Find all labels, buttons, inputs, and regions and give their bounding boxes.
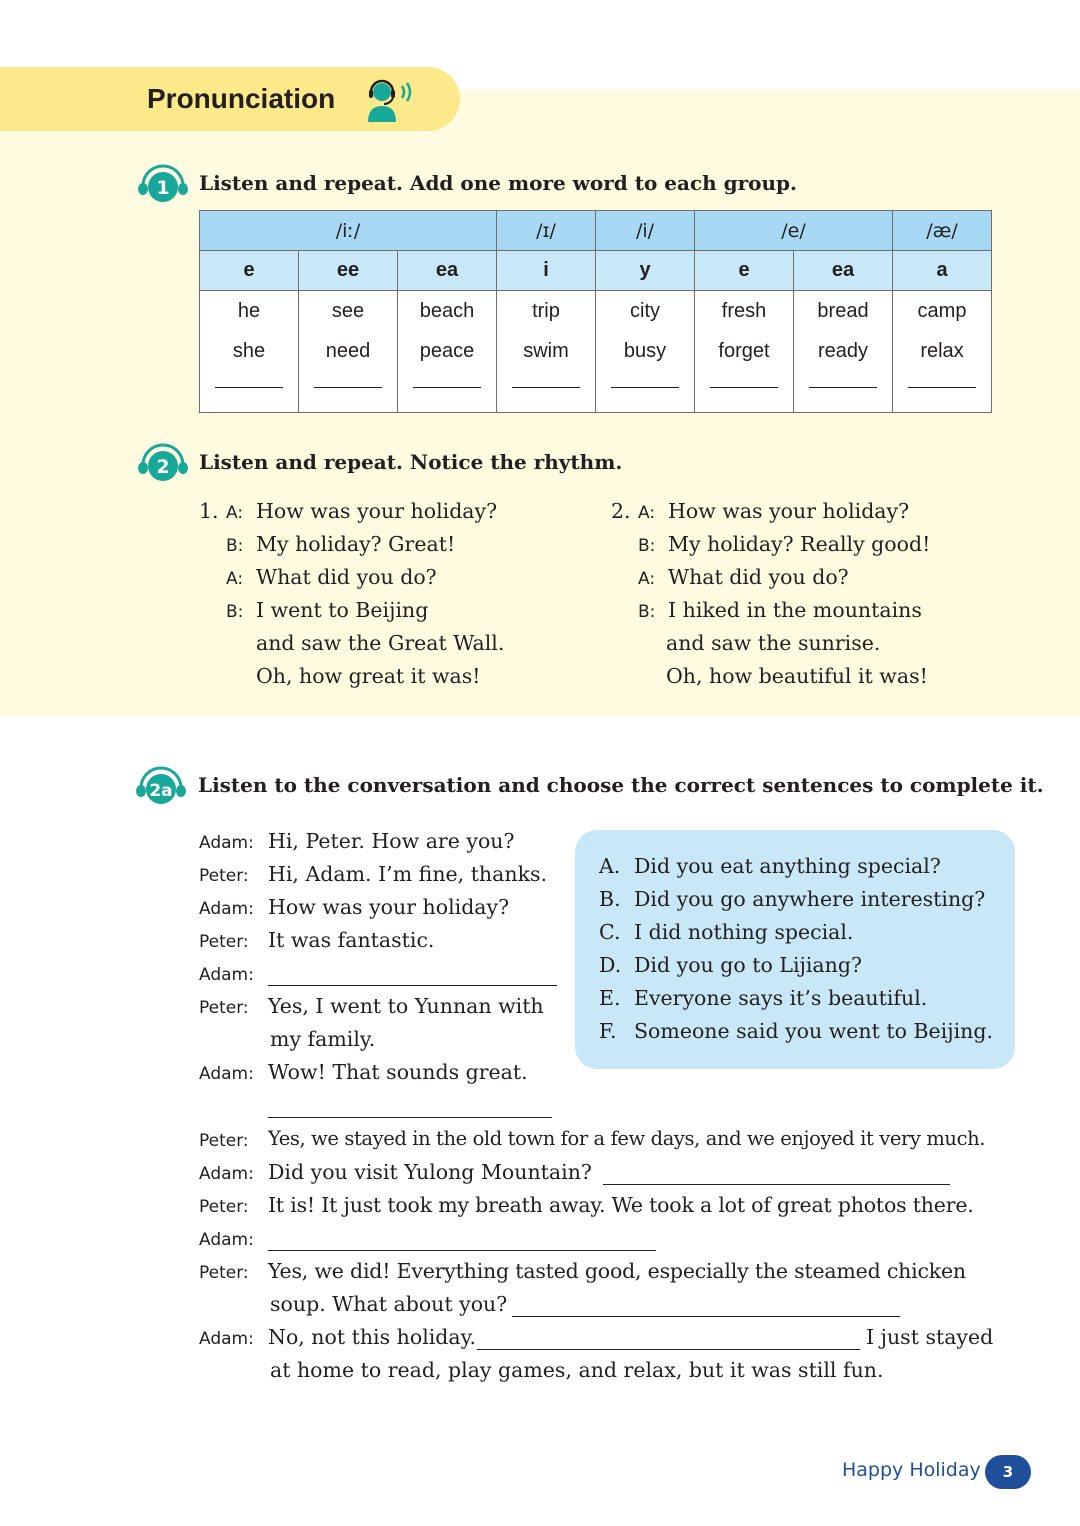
speaker-label: Adam: (199, 1064, 254, 1084)
answer-blank[interactable] (512, 1316, 900, 1317)
svg-text:1: 1 (156, 177, 170, 199)
svg-text:2a: 2a (149, 781, 173, 801)
dialogue-1-number: 1. (199, 499, 219, 523)
speaker-label: Adam: (199, 1329, 254, 1349)
unit-title: Happy Holiday (842, 1459, 981, 1481)
dialogue-line: What did you do? (668, 565, 849, 589)
section-title: Pronunciation (147, 83, 336, 114)
spelling-header: a (893, 251, 992, 291)
spelling-header: ea (794, 251, 893, 291)
answer-blank[interactable] (908, 387, 976, 388)
dialogue-line: and saw the sunrise. (666, 631, 881, 655)
option-letter: B. (599, 887, 621, 911)
conversation-line: Hi, Adam. I’m fine, thanks. (268, 862, 548, 886)
speaker-label: A: (638, 503, 656, 523)
option-text[interactable]: Someone said you went to Beijing. (634, 1019, 993, 1043)
speaker-label: Peter: (199, 998, 249, 1018)
answer-blank[interactable] (477, 1349, 860, 1350)
option-letter: E. (599, 986, 621, 1010)
spelling-header: i (497, 251, 596, 291)
phoneme-table (199, 210, 992, 413)
conversation-line: Hi, Peter. How are you? (268, 829, 515, 853)
speaker-label: Adam: (199, 965, 254, 985)
word-cell: see need (299, 291, 398, 413)
speaker-label: Peter: (199, 1131, 249, 1151)
speaker-label: Peter: (199, 1263, 249, 1283)
conversation-line: It is! It just took my breath away. We took a lot of great photos there. (268, 1193, 974, 1217)
answer-blank[interactable] (268, 1117, 552, 1118)
conversation-line: Yes, I went to Yunnan with (268, 994, 544, 1018)
speaker-label: Adam: (199, 833, 254, 853)
exercise-1-instruction: Listen and repeat. Add one more word to each group. (199, 171, 797, 195)
word-cell: fresh forget (695, 291, 794, 413)
speaker-label: Adam: (199, 899, 254, 919)
spelling-header: e (200, 251, 299, 291)
conversation-line: at home to read, play games, and relax, but it was still fun. (270, 1358, 884, 1382)
conversation-line: I just stayed (866, 1325, 994, 1349)
answer-blank[interactable] (809, 387, 877, 388)
conversation-line: Yes, we stayed in the old town for a few days, and we enjoyed it very much. (268, 1127, 986, 1150)
word-cell: bread ready (794, 291, 893, 413)
dialogue-line: My holiday? Great! (256, 532, 456, 556)
option-letter: F. (599, 1019, 617, 1043)
dialogue-line: What did you do? (256, 565, 437, 589)
conversation-line: Wow! That sounds great. (268, 1060, 528, 1084)
option-text[interactable]: Everyone says it’s beautiful. (634, 986, 928, 1010)
dialogue-line: I hiked in the mountains (668, 598, 922, 622)
page-number: 3 (985, 1455, 1031, 1489)
word-cell: city busy (596, 291, 695, 413)
speaker-label: Peter: (199, 866, 249, 886)
exercise-1-badge-icon (137, 158, 189, 210)
conversation-line: Yes, we did! Everything tasted good, especially the steamed chicken (268, 1259, 966, 1283)
speaker-label: Peter: (199, 1197, 249, 1217)
option-letter: A. (599, 854, 621, 878)
answer-blank[interactable] (512, 387, 580, 388)
answer-blank[interactable] (611, 387, 679, 388)
answer-blank[interactable] (268, 985, 557, 986)
dialogue-line: My holiday? Really good! (668, 532, 931, 556)
exercise-2a-instruction: Listen to the conversation and choose the correct sentences to complete it. (198, 773, 1044, 797)
dialogue-line: How was your holiday? (668, 499, 910, 523)
exercise-2-badge-icon (137, 437, 189, 489)
conversation-line: How was your holiday? (268, 895, 510, 919)
dialogue-line: How was your holiday? (256, 499, 498, 523)
exercise-2-instruction: Listen and repeat. Notice the rhythm. (199, 450, 623, 474)
word-cell: beach peace (398, 291, 497, 413)
conversation-line: my family. (270, 1027, 376, 1051)
answer-blank[interactable] (710, 387, 778, 388)
option-letter: C. (599, 920, 621, 944)
speaker-label: B: (226, 602, 244, 622)
ipa-header: /i/ (596, 211, 695, 251)
conversation-line: Did you visit Yulong Mountain? (268, 1160, 592, 1184)
spelling-header: e (695, 251, 794, 291)
ipa-header: /ɪ/ (497, 211, 596, 251)
answer-blank[interactable] (603, 1184, 950, 1185)
dialogue-line: Oh, how great it was! (256, 664, 481, 688)
option-text[interactable]: I did nothing special. (634, 920, 854, 944)
option-text[interactable]: Did you go anywhere interesting? (634, 887, 986, 911)
listening-headset-icon (362, 76, 418, 124)
svg-text:2: 2 (156, 456, 170, 478)
word-cell: trip swim (497, 291, 596, 413)
spelling-header: ee (299, 251, 398, 291)
word-cell: camp relax (893, 291, 992, 413)
answer-blank[interactable] (268, 1250, 656, 1251)
option-text[interactable]: Did you eat anything special? (634, 854, 941, 878)
dialogue-line: Oh, how beautiful it was! (666, 664, 928, 688)
ipa-header: /æ/ (893, 211, 992, 251)
speaker-label: A: (226, 569, 244, 589)
spelling-header: y (596, 251, 695, 291)
speaker-label: B: (226, 536, 244, 556)
answer-blank[interactable] (314, 387, 382, 388)
conversation-line: No, not this holiday. (268, 1325, 477, 1349)
dialogue-line: and saw the Great Wall. (256, 631, 505, 655)
word-cell: he she (200, 291, 299, 413)
dialogue-2-number: 2. (611, 499, 631, 523)
conversation-line: It was fantastic. (268, 928, 435, 952)
ipa-header: /iː/ (200, 211, 497, 251)
speaker-label: B: (638, 602, 656, 622)
ipa-header: /e/ (695, 211, 893, 251)
option-letter: D. (599, 953, 622, 977)
option-text[interactable]: Did you go to Lijiang? (634, 953, 862, 977)
answer-blank[interactable] (215, 387, 283, 388)
speaker-label: Adam: (199, 1164, 254, 1184)
speaker-label: A: (638, 569, 656, 589)
speaker-label: A: (226, 503, 244, 523)
answer-blank[interactable] (413, 387, 481, 388)
spelling-header: ea (398, 251, 497, 291)
speaker-label: Peter: (199, 932, 249, 952)
speaker-label: B: (638, 536, 656, 556)
conversation-line: soup. What about you? (270, 1292, 508, 1316)
exercise-2a-badge-icon (135, 760, 187, 812)
dialogue-line: I went to Beijing (256, 598, 429, 622)
speaker-label: Adam: (199, 1230, 254, 1250)
